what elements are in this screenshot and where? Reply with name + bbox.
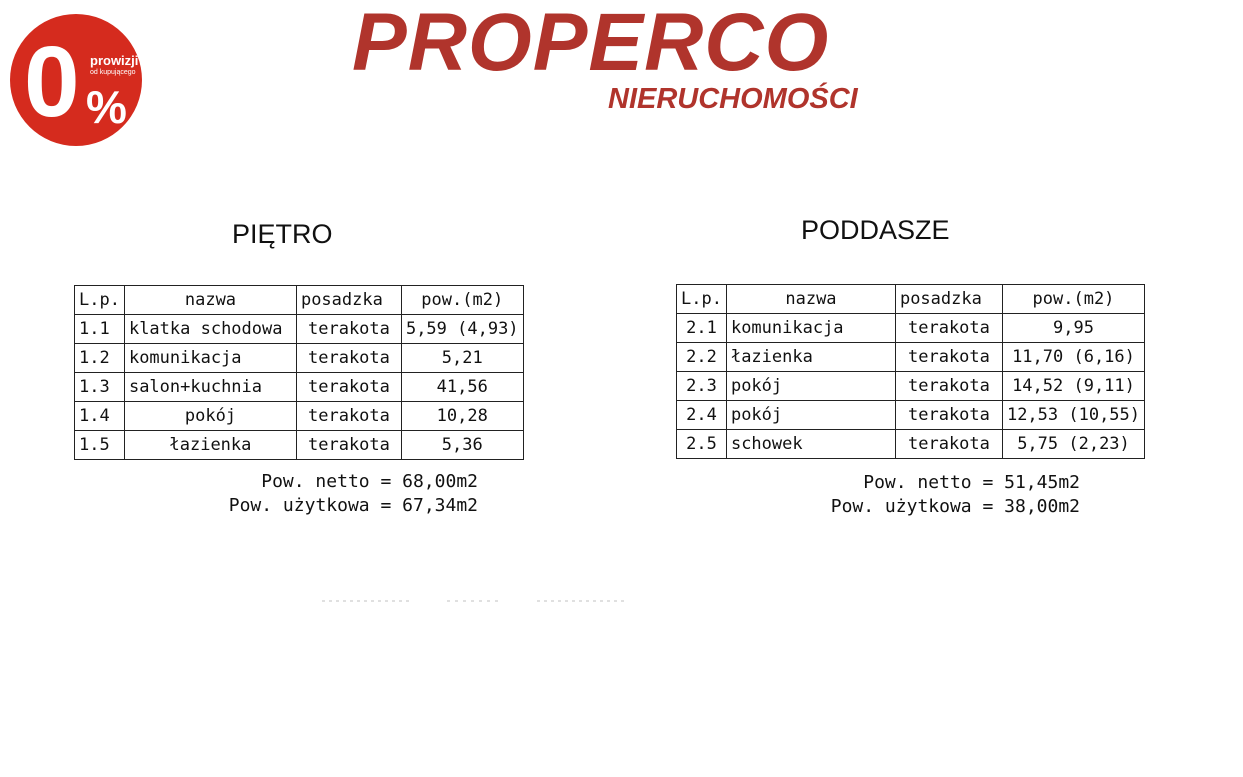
cell-lp: 1.1 — [75, 315, 125, 344]
table-row — [75, 431, 524, 460]
cell-nazwa: komunikacja — [124, 344, 296, 373]
cell-lp: 1.4 — [75, 402, 125, 431]
cell-pow: 5,75 (2,23) — [1002, 430, 1144, 459]
cell-nazwa: klatka schodowa — [124, 315, 296, 344]
header-nazwa: nazwa — [726, 285, 895, 314]
cell-posadzka: terakota — [895, 372, 1002, 401]
table-header-row — [75, 286, 524, 315]
table-header-row — [677, 285, 1145, 314]
faint-scan-artifact — [322, 598, 632, 604]
cell-nazwa: pokój — [726, 372, 895, 401]
cell-pow: 5,59 (4,93) — [401, 315, 523, 344]
header-posadzka: posadzka — [296, 286, 401, 315]
cell-pow: 9,95 — [1002, 314, 1144, 343]
cell-nazwa: salon+kuchnia — [124, 373, 296, 402]
cell-posadzka: terakota — [895, 343, 1002, 372]
table-row — [75, 315, 524, 344]
pow-uzytkowa-pietro: Pow. użytkowa = 67,34m2 — [228, 495, 478, 516]
cell-lp: 2.4 — [677, 401, 727, 430]
badge-percent: % — [86, 81, 127, 133]
pow-netto-poddasze: Pow. netto = 51,45m2 — [863, 472, 1080, 493]
header-nazwa: nazwa — [124, 286, 296, 315]
cell-nazwa: łazienka — [124, 431, 296, 460]
cell-lp: 1.2 — [75, 344, 125, 373]
cell-pow: 14,52 (9,11) — [1002, 372, 1144, 401]
table-row — [75, 402, 524, 431]
cell-nazwa: schowek — [726, 430, 895, 459]
cell-pow: 41,56 — [401, 373, 523, 402]
cell-lp: 2.1 — [677, 314, 727, 343]
cell-lp: 2.2 — [677, 343, 727, 372]
zero-commission-badge — [10, 14, 142, 146]
pow-uzytkowa-poddasze: Pow. użytkowa = 38,00m2 — [830, 496, 1080, 517]
table-row — [677, 314, 1145, 343]
cell-posadzka: terakota — [895, 401, 1002, 430]
cell-posadzka: terakota — [296, 402, 401, 431]
badge-line-od-kupujacego: od kupującego — [90, 69, 136, 76]
header-pow: pow.(m2) — [1002, 285, 1144, 314]
cell-nazwa: pokój — [124, 402, 296, 431]
cell-pow: 10,28 — [401, 402, 523, 431]
cell-pow: 5,36 — [401, 431, 523, 460]
cell-nazwa: pokój — [726, 401, 895, 430]
badge-line-prowizji: prowizji — [90, 53, 139, 68]
cell-nazwa: komunikacja — [726, 314, 895, 343]
rooms-table-poddasze — [676, 284, 1145, 459]
summary-pietro — [229, 470, 478, 518]
table-row — [677, 401, 1145, 430]
header-posadzka: posadzka — [895, 285, 1002, 314]
cell-nazwa: łazienka — [726, 343, 895, 372]
cell-pow: 11,70 (6,16) — [1002, 343, 1144, 372]
header-pow: pow.(m2) — [401, 286, 523, 315]
cell-pow: 12,53 (10,55) — [1002, 401, 1144, 430]
cell-posadzka: terakota — [296, 315, 401, 344]
header-lp: L.p. — [677, 285, 727, 314]
cell-posadzka: terakota — [895, 314, 1002, 343]
cell-posadzka: terakota — [296, 431, 401, 460]
brand-logo: PROPERCO — [352, 0, 830, 88]
cell-lp: 2.3 — [677, 372, 727, 401]
cell-posadzka: terakota — [296, 373, 401, 402]
table-row — [75, 344, 524, 373]
table-row — [677, 372, 1145, 401]
cell-lp: 1.5 — [75, 431, 125, 460]
header-lp: L.p. — [75, 286, 125, 315]
cell-posadzka: terakota — [895, 430, 1002, 459]
brand-subtitle: NIERUCHOMOŚCI — [608, 83, 858, 115]
rooms-table-pietro — [74, 285, 524, 460]
badge-zero: 0 — [24, 26, 76, 138]
summary-poddasze — [831, 471, 1080, 519]
pow-netto-pietro: Pow. netto = 68,00m2 — [261, 471, 478, 492]
table-row — [677, 343, 1145, 372]
table-row — [677, 430, 1145, 459]
section-title-poddasze: PODDASZE — [801, 215, 950, 245]
table-row — [75, 373, 524, 402]
section-title-pietro: PIĘTRO — [232, 219, 333, 249]
cell-posadzka: terakota — [296, 344, 401, 373]
cell-lp: 1.3 — [75, 373, 125, 402]
cell-lp: 2.5 — [677, 430, 727, 459]
cell-pow: 5,21 — [401, 344, 523, 373]
